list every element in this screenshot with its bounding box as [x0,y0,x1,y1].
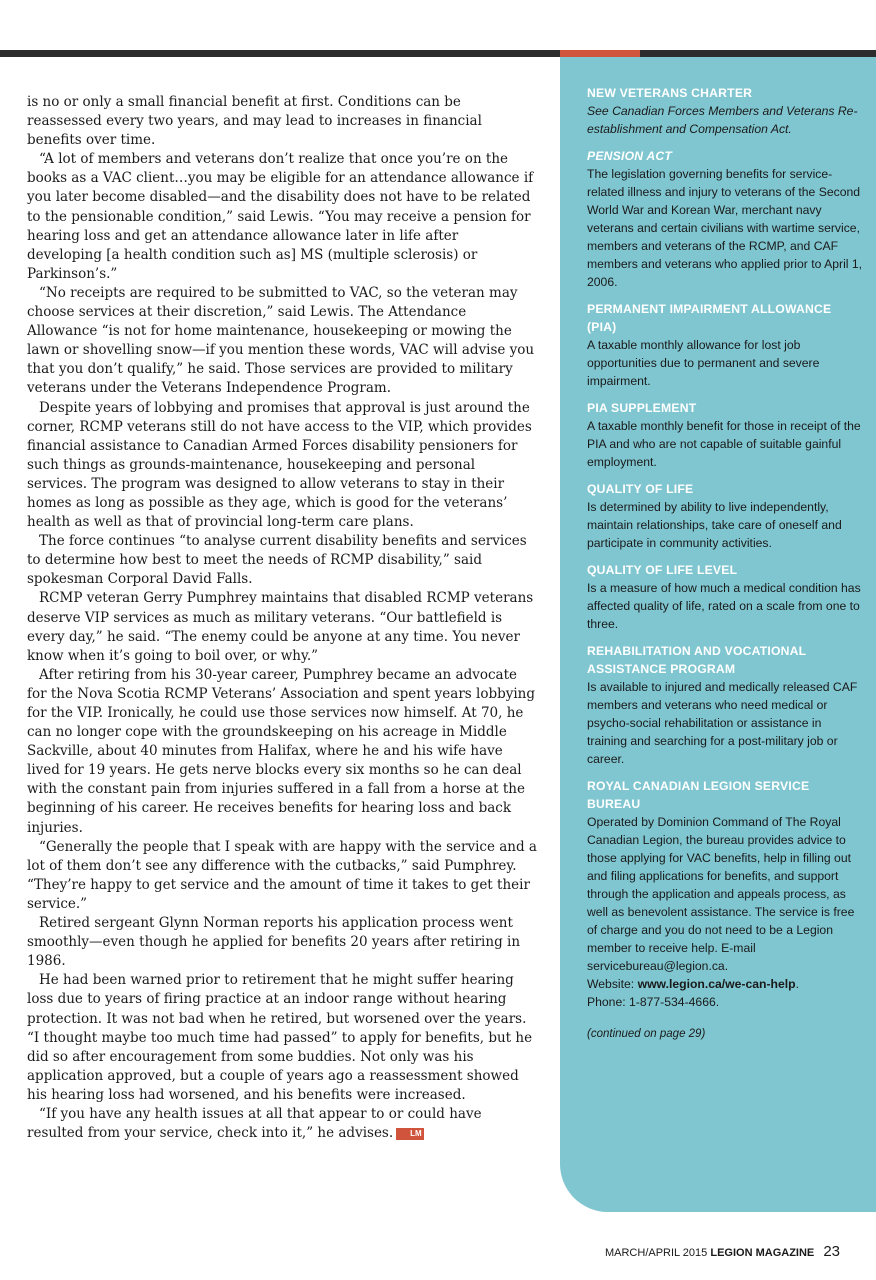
glossary-term [587,777,863,1011]
glossary-term [587,399,863,471]
glossary-term [587,84,863,138]
top-rule-right [640,50,876,57]
glossary-term [587,300,863,390]
glossary-term [587,480,863,552]
glossary-term [587,561,863,633]
continued-note: (continued on page 29) [587,1028,706,1040]
glossary-term-definition: Is available to injured and medically released CAF members and veterans who need medical or psycho-social rehabilitation or assistance in training and searching for a post-military job or career. [587,680,858,766]
article-paragraph-last [27,1105,537,1143]
glossary-term-title: PERMANENT IMPAIRMENT ALLOWANCE (PIA) [587,302,832,334]
article-paragraph: Despite years of lobbying and promises that approval is just around the corner, RCMP veterans still do not have access to the VIP, which provides financial assistance to Canadian Armed Forces disability pensioners for such things as grounds-maintenance, housekeeping and personal services. The program was designed to allow veterans to stay in their homes as long as possible as they age, which is good for the veterans’ health as well as that of provincial long-term care plans. [27,399,532,531]
glossary-term-definition: See Canadian Forces Members and Veterans Re-establishment and Compensation Act. [587,104,858,136]
article-paragraph: “A lot of members and veterans don’t realize that once you’re on the books as a VAC client…you may be eligible for an attendance allowance if you later become disabled—and the disability does not have to be related to the pensionable condition,” said Lewis. “You may receive a pension for hearing loss and get an attendance allowance later in life after developing [a health condition such as] MS (multiple sclerosis) or Parkinson’s.” [27,151,534,282]
glossary-term-definition: Is a measure of how much a medical condition has affected quality of life, rated on a scale from one to three. [587,581,861,631]
glossary-term-definition: A taxable monthly benefit for those in receipt of the PIA and who are not capable of suitable gainful employment. [587,419,861,469]
glossary-term-title: PENSION ACT [587,149,673,163]
glossary-term-title: QUALITY OF LIFE [587,482,694,496]
phone-number: Phone: 1-877-534-4666. [587,995,720,1009]
page-number: 23 [823,1243,840,1260]
glossary-term-definition: Operated by Dominion Command of The Royal Canadian Legion, the bureau provides advice to those applying for VAC benefits, help in filling out and filing applications for benefits, and support through the application and appeals process, as well as benevolent assistance. The service is free of charge and you do not need to be a Legion member to receive help. E-mail servicebureau@legion.ca. [587,815,855,973]
glossary-term-definition: A taxable monthly allowance for lost job opportunities due to permanent and severe impairment. [587,338,820,388]
article-paragraph: He had been warned prior to retirement that he might suffer hearing loss due to years of firing practice at an indoor range without hearing protection. It was not bad when he retired, but worsened over the years. “I thought maybe too much time had passed” to apply for benefits, but he did so after encouragement from some buddies. Not only was his application approved, but a couple of years ago a reassessment showed his hearing loss had worsened, and his benefits were increased. [27,972,533,1103]
end-mark-icon: LM [396,1128,424,1140]
issue-date: MARCH/APRIL 2015 [604,1247,708,1259]
page-footer [605,1243,840,1260]
glossary-term-title: REHABILITATION AND VOCATIONAL ASSISTANCE PROGRAM [587,644,807,676]
article-body [27,93,537,1143]
article-paragraph: RCMP veteran Gerry Pumphrey maintains that disabled RCMP veterans deserve VIP services as much as military veterans. “Our battlefield is every day,” he said. “The enemy could be anyone at any time. You never know when it’s going to boil over, or why.” [27,590,534,664]
glossary-term-title: PIA SUPPLEMENT [587,401,697,415]
glossary-term-title: QUALITY OF LIFE LEVEL [587,563,738,577]
article-paragraph: The force continues “to analyse current disability benefits and services to determine how best to meet the needs of RCMP disability,” said spokesman Corporal David Falls. [27,533,527,588]
website-end: . [795,977,799,991]
glossary-term-definition: The legislation governing benefits for service-related illness and injury to veterans of the Second World War and Korean War, merchant navy veterans and certain civilians with wartime service, members and veterans of the RCMP, and CAF members and veterans who applied prior to April 1, 2006. [587,167,863,289]
website-link[interactable]: www.legion.ca/we-can-help [637,977,796,991]
article-paragraph-text: “If you have any health issues at all that appear to or could have resulted from your service, check into it,” he advises. [27,1105,482,1142]
glossary-term [587,147,863,291]
glossary-term-title: ROYAL CANADIAN LEGION SERVICE BUREAU [587,779,810,811]
glossary-sidebar [560,57,876,1212]
article-paragraph: “No receipts are required to be submitted to VAC, so the veteran may choose services at their discretion,” said Lewis. The Attendance Allowance “is not for home maintenance, housekeeping or mowing the lawn or shovelling snow—if you mention these words, VAC will advise you that you don’t qualify,” he said. Those services are provided to military veterans under the Veterans Independence Program. [27,284,535,397]
article-paragraph: Retired sergeant Glynn Norman reports his application process went smoothly—even though he applied for benefits 20 years after retiring in 1986. [27,915,521,970]
glossary-term [587,642,863,768]
top-rule [0,50,560,57]
article-paragraph: “Generally the people that I speak with are happy with the service and a lot of them don’t see any difference with the cutbacks,” said Pumphrey. “They’re happy to get service and the amount of time it takes to get their service.” [27,838,537,912]
glossary-term-title: NEW VETERANS CHARTER [587,86,753,100]
article-paragraph: is no or only a small financial benefit at first. Conditions can be reassessed every two years, and may lead to increases in financial benefits over time. [27,94,482,149]
website-label: Website: [587,977,635,991]
article-paragraph: After retiring from his 30-year career, Pumphrey became an advocate for the Nova Scotia RCMP Veterans’ Association and spent years lobbying for the VIP. Ironically, he could use those services now himself. At 70, he can no longer cope with the groundskeeping on his acreage in Middle Sackville, about 40 minutes from Halifax, where he and his wife have lived for 19 years. He gets nerve blocks every six months so he can deal with the constant pain from injuries suffered in a fall from a horse at the beginning of his career. He receives benefits for hearing loss and back injuries. [27,666,536,836]
glossary-term-definition: Is determined by ability to live independently, maintain relationships, take care of oneself and participate in community activities. [587,500,842,550]
top-rule-accent [560,50,640,57]
magazine-name: LEGION MAGAZINE [710,1247,815,1259]
